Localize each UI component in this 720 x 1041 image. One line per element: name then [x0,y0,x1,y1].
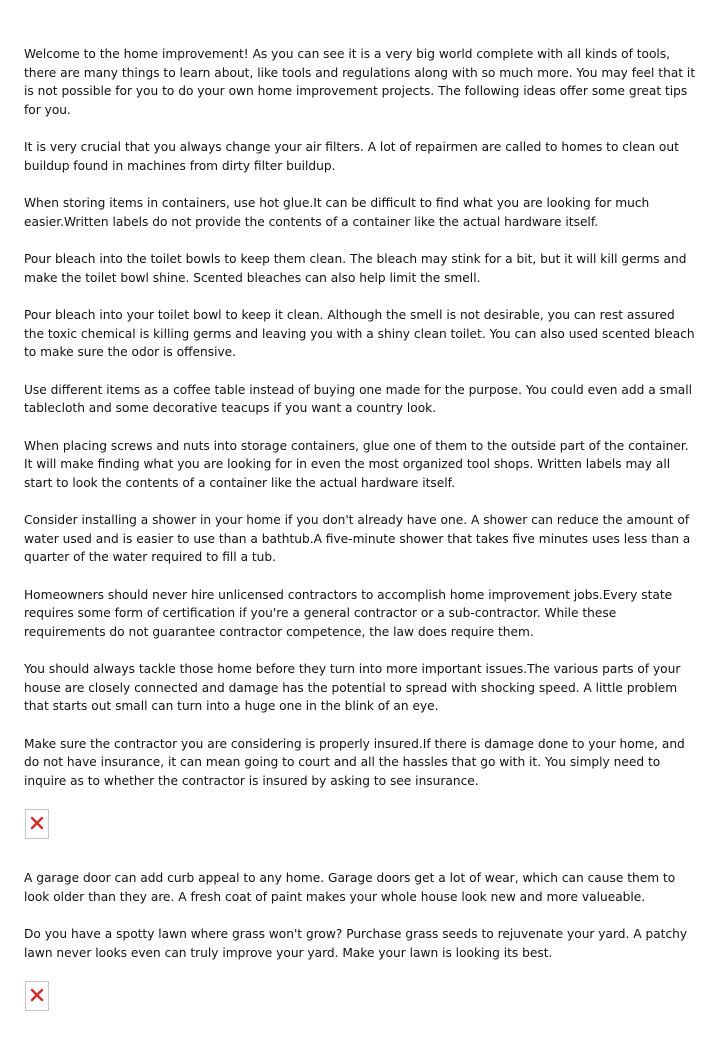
broken-image-icon [30,988,44,1002]
paragraph: Make sure the contractor you are considering is properly insured.If there is damage done to your home, and do not have insurance, it can mean going to court and all the hassles that go with it. You simply need to inquire as to whether the contractor is insured by asking to see insurance. [24,736,685,788]
paragraph: It is very crucial that you always change your air filters. A lot of repairmen are called to homes to clean out buildup found in machines from dirty filter buildup. [24,140,679,173]
paragraph: When storing items in containers, use hot glue.It can be difficult to find what you are looking for much easier.Written labels do not provide the contents of a container like the actual hardware itself. [24,196,650,229]
broken-image-icon [30,816,44,830]
article-body [24,45,696,1041]
paragraph: Welcome to the home improvement! As you can see it is a very big world complete with all kinds of tools, there are many things to learn about, like tools and regulations along with so much more. You may feel that it is not possible for you to do your own home improvement projects. The following ideas offer some great tips for you. [24,47,696,117]
paragraph: Consider installing a shower in your home if you don't already have one. A shower can reduce the amount of water used and is easier to use than a bathtub.A five-minute shower that takes five minutes uses less than a quarter of the water required to fill a tub. [24,513,691,564]
paragraph: A garage door can add curb appeal to any home. Garage doors get a lot of wear, which can cause them to look older than they are. A fresh coat of paint makes your whole house look new and more valueable. [24,871,676,904]
paragraph: Pour bleach into your toilet bowl to keep it clean. Although the smell is not desirable, you can rest assured the toxic chemical is killing germs and leaving you with a shiny clean toilet. You can also used scented bleach to make sure the odor is offensive. [24,308,695,359]
paragraph: Do you have a spotty lawn where grass won't grow? Purchase grass seeds to rejuvenate your yard. A patchy lawn never looks even can truly improve your yard. Make your lawn is looking its best. [24,927,688,960]
paragraph: You should always tackle those home before they turn into more important issues.The various parts of your house are closely connected and damage has the potential to spread with shocking speed. A little problem that starts out small can turn into a huge one in the blink of an eye. [24,662,681,713]
broken-image-placeholder [25,809,49,839]
paragraph: When placing screws and nuts into storage containers, glue one of them to the outside part of the container. It will make finding what you are looking for in even the most organized tool shops. Written labels may all start to look the contents of a container like the actual hardware itself. [24,438,689,490]
paragraph: Use different items as a coffee table instead of buying one made for the purpose. You could even add a small tablecloth and some decorative teacups if you want a country look. [24,382,693,415]
paragraph: Homeowners should never hire unlicensed contractors to accomplish home improvement jobs.Every state requires some form of certification if you're a general contractor or a sub-contractor. While these requirements do not guarantee contractor competence, the law does require them. [24,587,673,639]
paragraph: Pour bleach into the toilet bowls to keep them clean. The bleach may stink for a bit, but it will kill germs and make the toilet bowl shine. Scented bleaches can also help limit the smell. [24,252,687,285]
broken-image-placeholder [25,981,49,1011]
